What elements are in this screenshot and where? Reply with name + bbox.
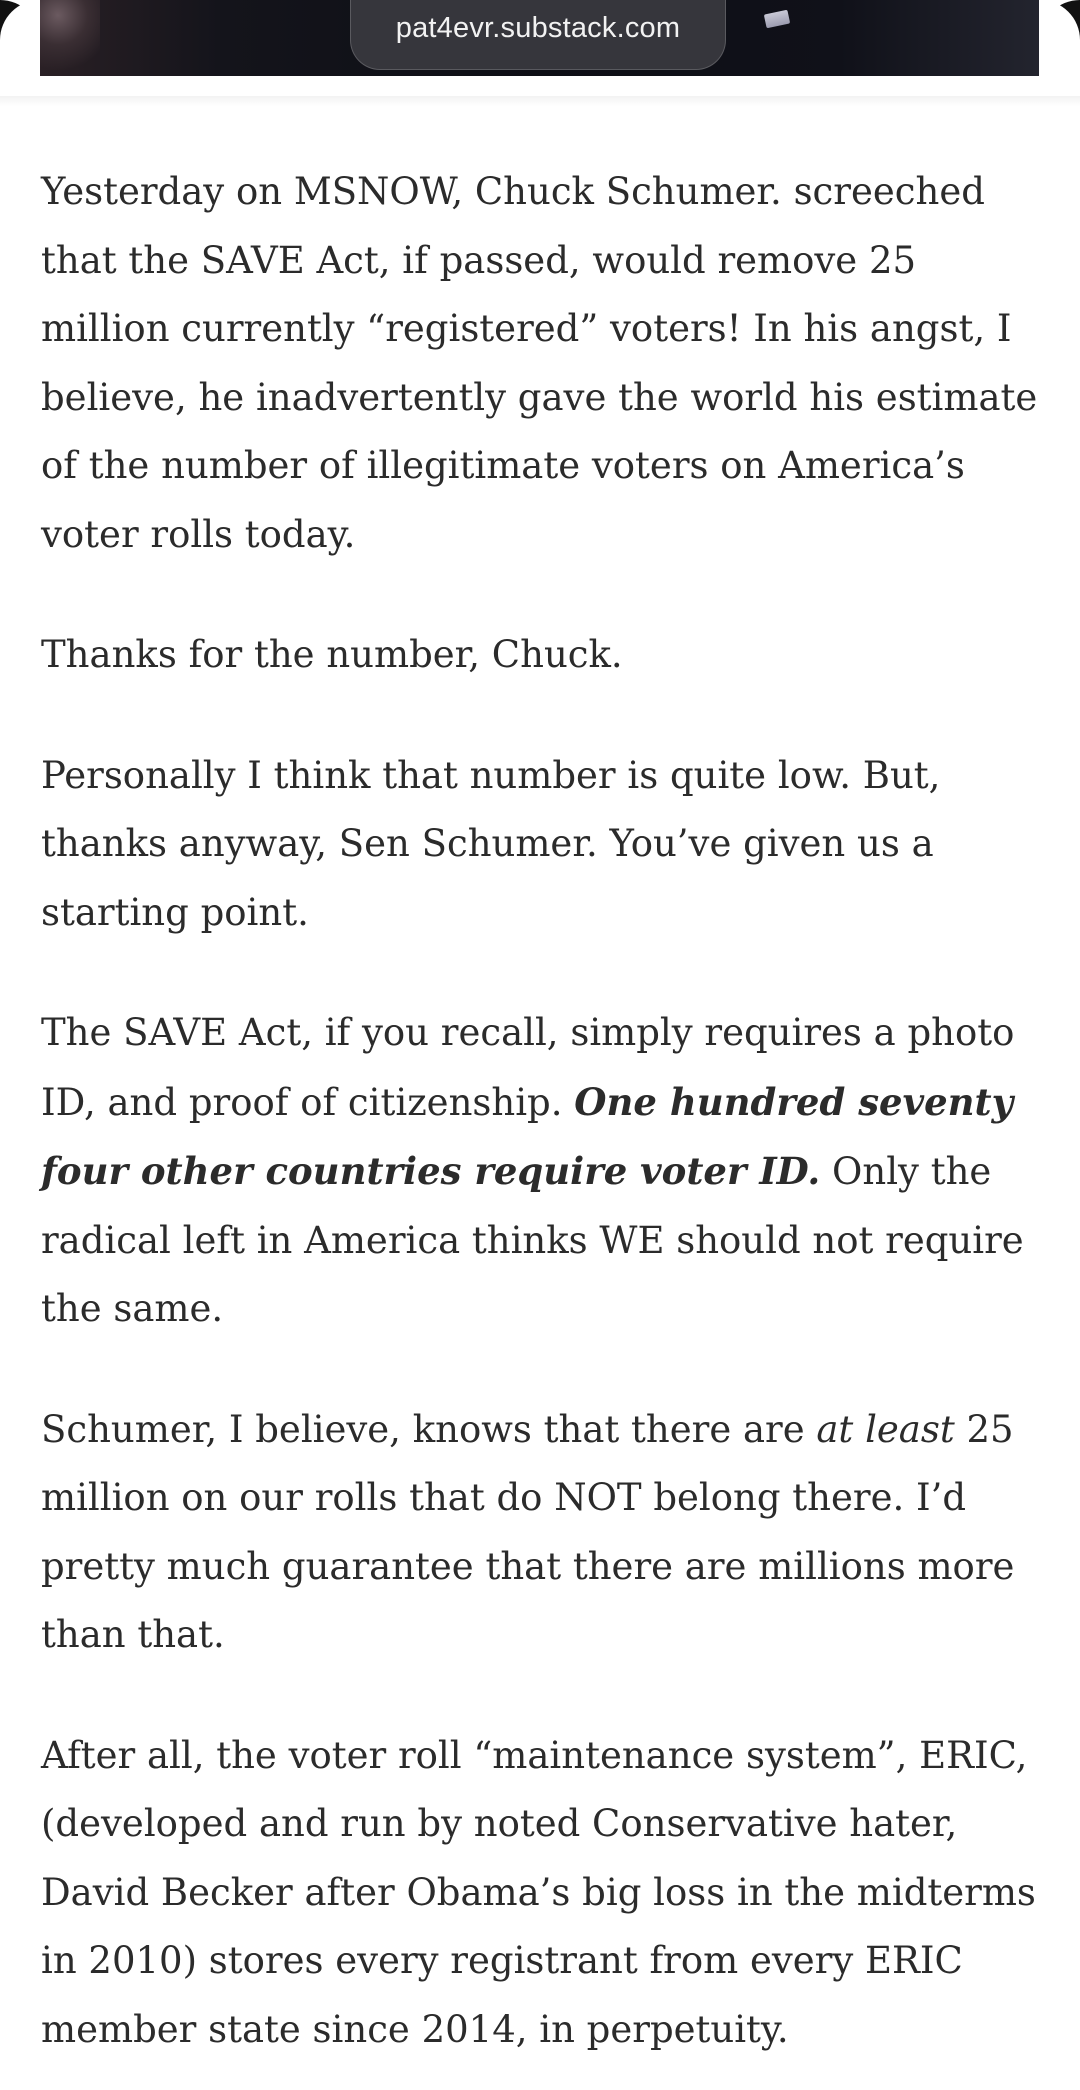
paragraph-1-text: Yesterday on MSNOW, Chuck Schumer. screeched that the SAVE Act, if passed, would remove 25 million currently “registered” voters! In his angst, I believe, he inadvertently gave the world his estimate of the number of illegitimate voters on America’s voter rolls today.	[41, 170, 1038, 556]
paragraph-5	[41, 1396, 1041, 1670]
paragraph-4	[41, 999, 1041, 1344]
url-text: pat4evr.substack.com	[395, 12, 681, 44]
paragraph-5-text-end: 25 million on our rolls that do NOT belong there. I’d pretty much guarantee that there are millions more than that.	[41, 1407, 1015, 1656]
paragraph-2	[41, 621, 1041, 690]
header-divider	[0, 96, 1080, 106]
header-image-figure	[40, 0, 100, 76]
frame-corner-right	[1040, 0, 1080, 100]
flag-pin-icon	[764, 10, 790, 29]
article-body	[41, 158, 1041, 2090]
paragraph-3-text: Personally I think that number is quite low. But, thanks anyway, Sen Schumer. You’ve given us a starting point.	[41, 753, 941, 934]
url-bar[interactable]	[350, 0, 726, 70]
paragraph-4-text-start: The SAVE Act, if you recall, simply requires a photo ID, and proof of citizenship.	[41, 1011, 1015, 1124]
paragraph-6	[41, 1722, 1041, 2065]
paragraph-5-text-start: Schumer, I believe, knows that there are	[41, 1407, 817, 1451]
paragraph-3	[41, 742, 1041, 948]
paragraph-5-emphasis: at least	[816, 1407, 955, 1451]
paragraph-4-emphasis: One hundred seventy four other countries require voter ID.	[41, 1079, 1014, 1193]
paragraph-6-text: After all, the voter roll “maintenance system”, ERIC, (developed and run by noted Conservative hater, David Becker after Obama’s big loss in the midterms in 2010) stores every registrant from every ERIC member state since 2014, in perpetuity.	[41, 1733, 1036, 2051]
paragraph-2-text: Thanks for the number, Chuck.	[41, 633, 623, 676]
frame-corner-left	[0, 0, 40, 100]
paragraph-1	[41, 158, 1041, 569]
paragraph-4-text-end: Only the radical left in America thinks WE should not require the same.	[41, 1150, 1024, 1330]
browser-top-frame	[0, 0, 1080, 100]
